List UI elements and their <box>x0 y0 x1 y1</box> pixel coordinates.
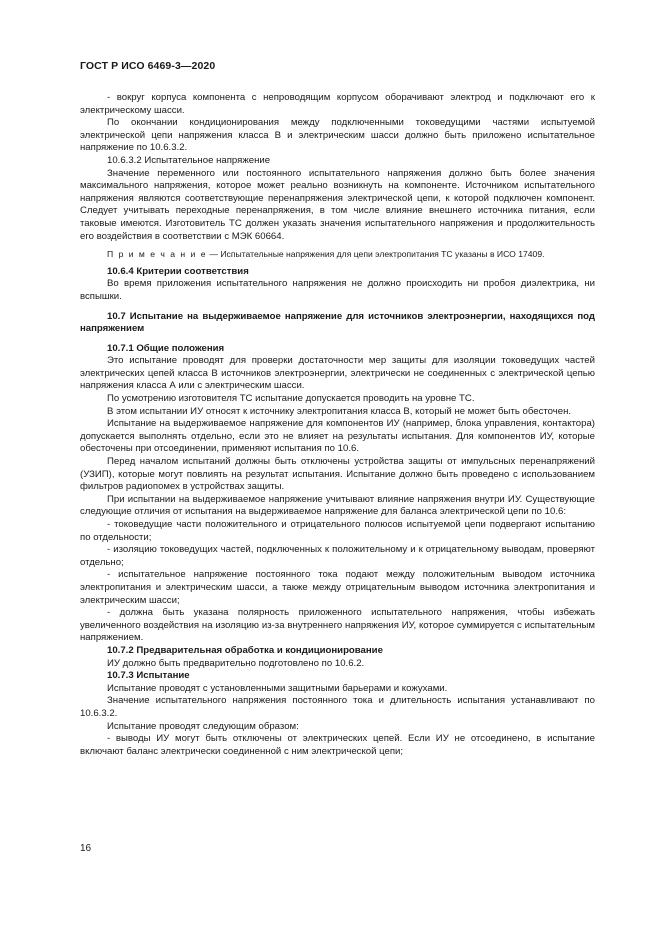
section-heading: 10.7.2 Предварительная обработка и кондиционирование <box>107 644 383 656</box>
section-heading: 10.6.3.2 Испытательное напряжение <box>107 154 271 166</box>
list-item: - испытательное напряжение постоянного тока подают между положительным выводом источника электропитания и электрическим шасси, а также между отрицательным выводом источника электропитания и электрическим шасси; <box>80 569 595 606</box>
paragraph: Это испытание проводят для проверки достаточности мер защиты для изоляции токоведущих частей электрических цепей класса В источников электроэнергии, электрически не соединенных с электрической цепью напряжения класса А или с электрическим шасси. <box>80 355 595 392</box>
paragraph: При испытании на выдерживаемое напряжение учитывают влияние напряжения внутри ИУ. Существующие следующие отличия от испытания на выдерживаемое напряжение для баланса электрической цепи по 10.6: <box>80 493 595 518</box>
paragraph: Испытание проводят следующим образом: <box>107 720 299 732</box>
section-heading: 10.7.1 Общие положения <box>107 342 225 354</box>
paragraph: Испытание проводят с установленными защитными барьерами и кожухами. <box>107 682 448 694</box>
section-heading: 10.7.3 Испытание <box>107 670 190 682</box>
page-number: 16 <box>80 843 92 854</box>
paragraph: Во время приложения испытательного напряжения не должно происходить ни пробоя диэлектрика, ни вспышки. <box>80 278 595 302</box>
paragraph: По окончании кондиционирования между подключенными токоведущими частями испытуемой электрической цепи напряжения класса В и электрическим шасси должно быть приложено испытательное напряжение по 10.6.3.2. <box>80 117 595 154</box>
paragraph: Значение испытательного напряжения постоянного тока и длительность испытания устанавливают по 10.6.3.2. <box>80 695 595 719</box>
paragraph: По усмотрению изготовителя ТС испытание допускается проводить на уровне ТС. <box>107 393 475 405</box>
note-label: П р и м е ч а н и е <box>107 249 208 260</box>
document-header: ГОСТ Р ИСО 6469-3—2020 <box>80 60 216 72</box>
paragraph: ИУ должно быть предварительно подготовлено по 10.6.2. <box>107 657 365 669</box>
paragraph: - вокруг корпуса компонента с непроводящим корпусом оборачивают электрод и подключают его к электрическому шасси. <box>80 92 595 116</box>
list-item: - выводы ИУ могут быть отключены от электрических цепей. Если ИУ не отсоединено, в испытание включают баланс электрически соединенной с ним электрической цепи; <box>80 733 595 757</box>
note <box>80 248 595 261</box>
list-item: - токоведущие части положительного и отрицательного полюсов испытуемой цепи подвергают испытанию по отдельности; <box>80 519 595 543</box>
paragraph: Перед началом испытаний должны быть отключены устройства защиты от импульсных перенапряжений (УЗИП), которые могут повлиять на результат испытания. Испытание должно быть проведено с использованием фильтров радиопомех в устройствах защиты. <box>80 456 595 493</box>
note-text: — Испытательные напряжения для цепи электропитания ТС указаны в ИСО 17409. <box>207 249 545 260</box>
paragraph: Значение переменного или постоянного испытательного напряжения должно быть более значения максимального напряжения, которое может реально возникнуть на компоненте. Источником испытательного напряжения являются соответствующие перенапряжения электрической цепи, к которой подключен компонент. Следует учитывать переходные перенапряжения, в том числе влияние внешнего источника питания, если таковые имеются. Изготовитель ТС должен указать значения испытательного напряжения и продолжительность его воздействия в соответствии с МЭК 60664. <box>80 167 595 242</box>
list-item: - должна быть указана полярность приложенного испытательного напряжения, чтобы избежать увеличенного воздействия на изоляцию из-за внутреннего напряжения ИУ, которое суммируется с испытательным напряжением. <box>80 607 595 644</box>
paragraph: Испытание на выдерживаемое напряжение для компонентов ИУ (например, блока управления, контактора) допускается выполнять отдельно, если это не влияет на результаты испытания. Для компонентов ИУ, которые обесточены при отсоединении, применяют испытания по 10.6. <box>80 418 595 455</box>
section-heading: 10.7 Испытание на выдерживаемое напряжение для источников электроэнергии, находящихся под напряжением <box>80 310 595 335</box>
document-body <box>80 92 595 758</box>
section-heading: 10.6.4 Критерии соответствия <box>107 265 249 277</box>
list-item: - изоляцию токоведущих частей, подключенных к положительному и к отрицательному выводам, проверяют отдельно; <box>80 544 595 568</box>
paragraph: В этом испытании ИУ относят к источнику электропитания класса В, который не может быть обесточен. <box>107 405 572 417</box>
